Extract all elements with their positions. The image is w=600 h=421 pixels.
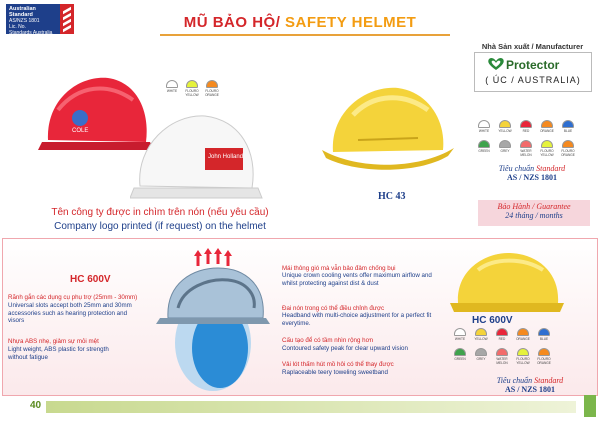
color-swatch bbox=[475, 328, 487, 336]
color-swatch-label: YELLOW bbox=[498, 129, 512, 133]
red-helmet-logo-text: COLE bbox=[72, 128, 89, 134]
badge-line: AS/NZS 1801 bbox=[9, 18, 40, 24]
color-swatch-label: GREY bbox=[500, 149, 510, 153]
feature-sweatband-vi: Vải lót thấm hút mồ hôi có thể thay được bbox=[282, 361, 394, 368]
badge-line: Standard bbox=[9, 12, 33, 18]
color-swatch bbox=[517, 328, 529, 336]
color-swatch bbox=[538, 348, 550, 356]
hc600v-standard bbox=[478, 376, 582, 394]
page-number: 40 bbox=[30, 400, 42, 411]
color-swatch-label: FLOURO YELLOW bbox=[540, 149, 554, 157]
hc43-yellow-helmet-image bbox=[318, 80, 458, 180]
logo-caption-vietnamese: Tên công ty được in chìm trên nón (nếu yêu cầu) bbox=[51, 207, 269, 218]
standard-vi-label: Tiêu chuẩn bbox=[498, 164, 537, 173]
white-helmet-logo-text: John Holland bbox=[208, 154, 244, 160]
color-swatch bbox=[499, 140, 511, 148]
color-swatch bbox=[496, 328, 508, 336]
color-swatch bbox=[475, 348, 487, 356]
hc43-standard bbox=[480, 164, 584, 182]
color-swatch-label: YELLOW bbox=[474, 337, 488, 341]
white-helmet-image bbox=[130, 106, 265, 206]
color-swatch-label: RED bbox=[522, 129, 530, 133]
color-swatch-label: FLOURO ORANGE bbox=[205, 89, 219, 97]
color-swatch bbox=[186, 80, 198, 88]
color-swatch bbox=[517, 348, 529, 356]
color-swatch-label: WHITE bbox=[454, 337, 466, 341]
feature-peak-en: Contoured safety peak for clear upward vision bbox=[282, 345, 408, 352]
color-swatch bbox=[499, 120, 511, 128]
color-swatch-label: WATER MELON bbox=[520, 149, 532, 157]
color-swatch-label: GREEN bbox=[478, 149, 490, 153]
color-swatch-label: FLOURO YELLOW bbox=[516, 357, 530, 365]
standard-code: AS / NZS 1801 bbox=[506, 173, 557, 182]
color-swatch bbox=[520, 120, 532, 128]
feature-slots-vi: Rãnh gắn các dụng cụ phụ trợ (25mm - 30mm) bbox=[8, 294, 138, 301]
feature-headband-en: Headband with multi-choice adjustment for a perfect fit everytime. bbox=[282, 312, 432, 327]
color-swatch-label: FLOURO ORANGE bbox=[561, 149, 575, 157]
logo-caption-english: Company logo printed (if request) on the helmet bbox=[54, 221, 266, 232]
color-swatch bbox=[520, 140, 532, 148]
standard-en-label: Standard bbox=[536, 164, 566, 173]
standard-en-label: Standard bbox=[534, 376, 564, 385]
hc600v-cutaway-illustration bbox=[148, 248, 278, 393]
color-swatch bbox=[562, 120, 574, 128]
warranty-box bbox=[478, 200, 590, 226]
hc600v-label-left: HC 600V bbox=[70, 274, 111, 285]
color-swatch-label: ORANGE bbox=[516, 337, 530, 341]
color-swatch bbox=[541, 120, 553, 128]
hc600v-label-right: HC 600V bbox=[472, 315, 513, 326]
feature-headband-vi: Đai nón trong có thể điều chỉnh được bbox=[282, 305, 385, 312]
feature-peak-vi: Cấu tạo để có tầm nhìn rộng hơn bbox=[282, 337, 374, 344]
color-swatch bbox=[496, 348, 508, 356]
manufacturer-country: ( ÚC / AUSTRALIA) bbox=[485, 75, 581, 85]
warranty-label: Bảo Hành / Guarantee bbox=[497, 202, 571, 211]
color-swatch bbox=[478, 140, 490, 148]
protector-logo-icon bbox=[487, 57, 505, 71]
badge-line: Standards Australia bbox=[9, 30, 53, 36]
color-swatch-label: FLOURO YELLOW bbox=[185, 89, 199, 97]
badge-line: Australian bbox=[9, 6, 36, 12]
standard-code: AS / NZS 1801 bbox=[504, 385, 555, 394]
color-swatch bbox=[454, 348, 466, 356]
feature-abs-vi: Nhựa ABS nhẹ, giảm sự mỏi mệt bbox=[8, 338, 99, 345]
feature-vents-en: Unique crown cooling vents offer maximum airflow and whilst protecting against dist & dust bbox=[282, 272, 432, 287]
manufacturer-label: Nhà Sản xuất / Manufacturer bbox=[481, 42, 584, 51]
hc600v-yellow-helmet-image bbox=[448, 248, 568, 318]
title-underline bbox=[160, 34, 450, 36]
feature-sweatband-en: Raplaceable teery toweling sweetband bbox=[282, 369, 388, 376]
title-vietnamese: MŨ BẢO HỘ/ bbox=[183, 14, 281, 31]
badge-line: Lic. No. bbox=[9, 24, 26, 30]
hc43-label: HC 43 bbox=[378, 191, 406, 202]
color-swatch bbox=[454, 328, 466, 336]
title-english: SAFETY HELMET bbox=[280, 14, 417, 31]
color-swatch-label: WHITE bbox=[478, 129, 490, 133]
standard-vi-label: Tiêu chuẩn bbox=[496, 376, 535, 385]
manufacturer-name: Protector bbox=[506, 58, 560, 72]
color-swatch-label: WHITE bbox=[166, 89, 178, 93]
color-swatch-label: GREY bbox=[476, 357, 486, 361]
color-swatch bbox=[478, 120, 490, 128]
color-swatch-label: RED bbox=[498, 337, 506, 341]
color-swatch-label: GREEN bbox=[454, 357, 466, 361]
color-swatch-label: WATER MELON bbox=[496, 357, 508, 365]
footer-bar bbox=[46, 401, 576, 413]
color-swatch-label: ORANGE bbox=[540, 129, 554, 133]
feature-slots-en: Universal slots accept both 25mm and 30mm accessories such as hearing protection and visors bbox=[8, 302, 132, 324]
color-swatch bbox=[206, 80, 218, 88]
color-swatch bbox=[541, 140, 553, 148]
color-swatch-label: BLUE bbox=[539, 337, 549, 341]
feature-abs-en: Light weight, ABS plastic for strength without fatigue bbox=[8, 346, 109, 361]
color-swatch-label: BLUE bbox=[563, 129, 573, 133]
page-title bbox=[0, 14, 600, 31]
color-swatch bbox=[538, 328, 550, 336]
color-swatch bbox=[562, 140, 574, 148]
feature-vents-vi: Mái thông gió mà vẫn bảo đảm chống bụi bbox=[282, 265, 396, 272]
color-swatch bbox=[166, 80, 178, 88]
footer-tab bbox=[584, 395, 596, 417]
color-swatch-label: FLOURO ORANGE bbox=[537, 357, 551, 365]
warranty-duration: 24 tháng / months bbox=[505, 211, 563, 220]
